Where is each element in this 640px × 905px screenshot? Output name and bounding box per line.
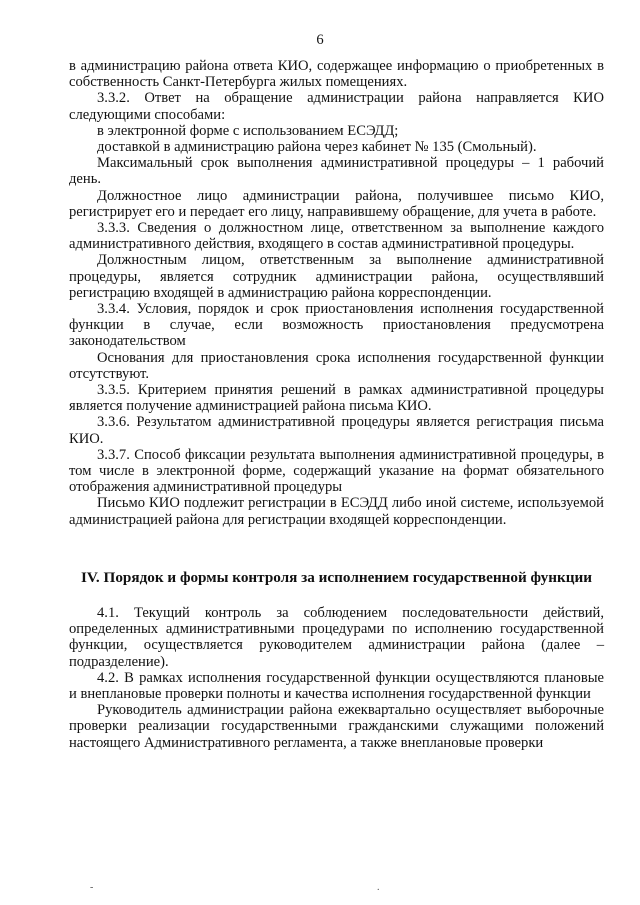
document-body — [69, 58, 604, 751]
paragraph: 3.3.2. Ответ на обращение администрации района направляется КИО следующими способами: — [69, 90, 604, 123]
paragraph: Максимальный срок выполнения административной процедуры – 1 рабочий день. — [69, 155, 604, 188]
paragraph: Должностное лицо администрации района, получившее письмо КИО, регистрирует его и передает его лицу, направившему обращение, для учета в работе. — [69, 187, 604, 220]
paragraph: Основания для приостановления срока исполнения государственной функции отсутствуют. — [69, 349, 604, 382]
paragraph: 3.3.3. Сведения о должностном лице, ответственном за выполнение каждого административного действия, входящего в состав административной процедуры. — [69, 220, 604, 253]
section-heading: IV. Порядок и формы контроля за исполнением государственной функции — [81, 568, 592, 586]
scan-mark: . — [377, 882, 380, 893]
paragraph: 3.3.6. Результатом административной процедуры является регистрация письма КИО. — [69, 414, 604, 447]
paragraph: Письмо КИО подлежит регистрации в ЕСЭДД либо иной системе, используемой администрацией района для регистрации входящей корреспонденции. — [69, 495, 604, 528]
paragraph: Должностным лицом, ответственным за выполнение административной процедуры, является сотрудник администрации района, осуществлявший регистрацию входящей в администрацию района корреспонденции. — [69, 252, 604, 301]
paragraph: 3.3.5. Критерием принятия решений в рамках административной процедуры является получение администрацией района письма КИО. — [69, 382, 604, 415]
paragraph: доставкой в администрацию района через кабинет № 135 (Смольный). — [97, 139, 537, 156]
paragraph: 4.1. Текущий контроль за соблюдением последовательности действий, определенных административными процедурами по исполнению государственной функции, осуществляется руководителем администрации района (далее – подразделение). — [69, 604, 604, 670]
scan-mark: - — [90, 882, 94, 893]
paragraph: в электронной форме с использованием ЕСЭДД; — [97, 122, 399, 139]
paragraph: Руководитель администрации района ежеквартально осуществляет выборочные проверки реализации государственными гражданскими служащими положений настоящего Административного регламента, а также внеплановые проверки — [69, 702, 604, 751]
paragraph: 4.2. В рамках исполнения государственной функции осуществляются плановые и внеплановые проверки полноты и качества исполнения государственной функции — [69, 669, 604, 702]
paragraph: 3.3.4. Условия, порядок и срок приостановления исполнения государственной функции в случае, если возможность приостановления предусмотрена законодательством — [69, 301, 604, 350]
paragraph: 3.3.7. Способ фиксации результата выполнения административной процедуры, в том числе в электронной форме, содержащий указание на формат обязательного отображения административной процедуры — [69, 446, 604, 496]
page-number: 6 — [316, 32, 324, 48]
paragraph: в администрацию района ответа КИО, содержащее информацию о приобретенных в собственность Санкт-Петербурга жилых помещениях. — [69, 58, 604, 91]
